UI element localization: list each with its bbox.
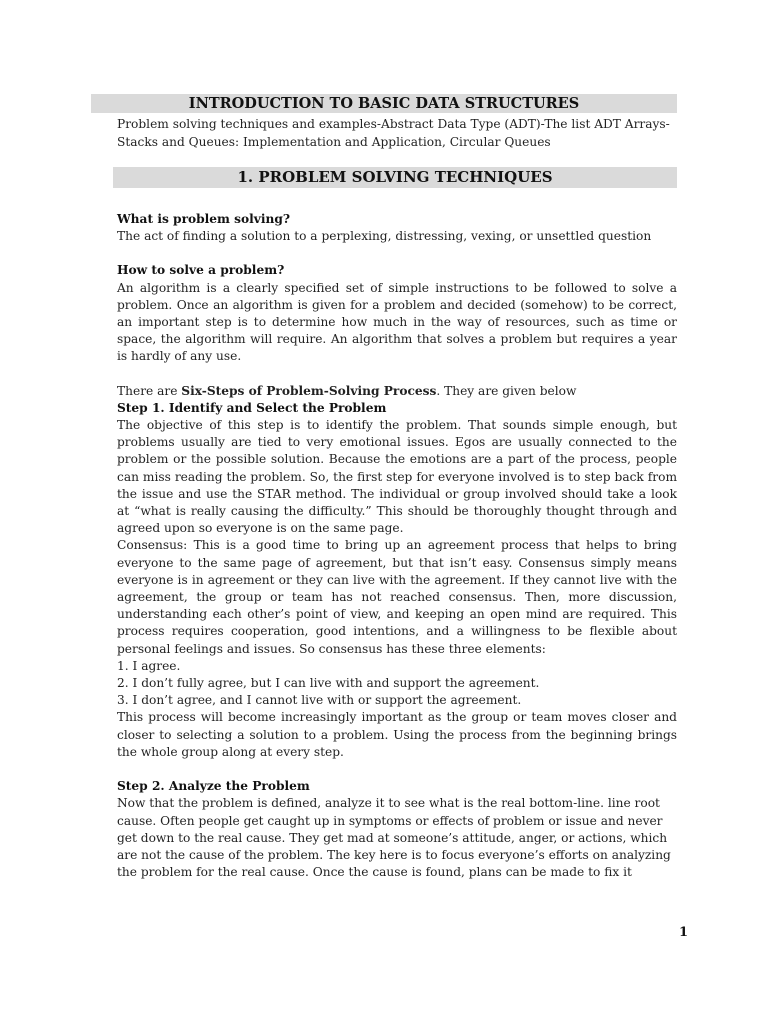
answer-what-is-problem-solving: The act of finding a solution to a perplexing, distressing, vexing, or unsettled question <box>117 229 652 244</box>
list-item: 1. I agree. <box>117 658 181 673</box>
step1-heading: Step 1. Identify and Select the Problem <box>117 400 387 415</box>
question-what-is-problem-solving: What is problem solving? <box>117 212 291 226</box>
page-number: 1 <box>678 925 688 940</box>
step2-heading: Step 2. Analyze the Problem <box>117 779 310 794</box>
steps-intro <box>117 383 677 400</box>
steps-intro-bold: Six-Steps of Problem-Solving Process <box>181 383 437 398</box>
step2-paragraph: Now that the problem is defined, analyze it to see what is the real bottom-line. line root cause. Often people get caught up in symptoms or effects of problem or issue and never get down to the real cause. They get mad at someone’s attitude, anger, or actions, which are not the cause of the problem. The key here is to focus everyone’s efforts on analyzing the problem for the real cause. Once the cause is found, plans can be made to fix it <box>117 796 671 880</box>
steps-intro-before: There are <box>117 383 182 398</box>
question-how-to-solve: How to solve a problem? <box>117 263 285 278</box>
section-heading: 1. PROBLEM SOLVING TECHNIQUES <box>113 167 677 188</box>
list-item: 2. I don’t fully agree, but I can live with and support the agreement. <box>117 676 540 691</box>
list-item: 3. I don’t agree, and I cannot live with or support the agreement. <box>117 693 522 708</box>
steps-intro-after: . They are given below <box>436 383 577 398</box>
document-body <box>117 211 677 881</box>
answer-how-to-solve: An algorithm is a clearly specified set of simple instructions to be followed to solve a problem. Once an algorithm is given for a problem and decided (somehow) to be correct, an important step is to determine how much in the way of resources, such as time or space, the algorithm will require. An algorithm that solves a problem but requires a year is hardly of any use. <box>117 280 677 364</box>
step1-paragraph: The objective of this step is to identify the problem. That sounds simple enough, but problems usually are tied to very emotional issues. Egos are usually connected to the problem or the possible solution. Because the emotions are a part of the process, people can miss reading the problem. So, the first step for everyone involved is to step back from the issue and use the STAR method. The individual or group involved should take a look at “what is really causing the difficulty.” This should be thoroughly thought through and agreed upon so everyone is on the same page. <box>117 418 677 536</box>
process-paragraph: This process will become increasingly important as the group or team moves closer and closer to selecting a solution to a problem. Using the process from the beginning brings the whole group along at every step. <box>117 710 677 759</box>
consensus-paragraph: Consensus: This is a good time to bring up an agreement process that helps to bring everyone to the same page of agreement, but that isn’t easy. Consensus simply means everyone is in agreement or they can live with the agreement. If they cannot live with the agreement, the group or team has not reached consensus. Then, more discussion, understanding each other’s point of view, and keeping an open mind are required. This process requires cooperation, good intentions, and a willingness to be flexible about personal feelings and issues. So consensus has these three elements: <box>117 538 677 656</box>
document-subtitle: Problem solving techniques and examples-Abstract Data Type (ADT)-The list ADT Arrays-Stacks and Queues: Implementation and Application, Circular Queues <box>117 117 670 149</box>
document-title: INTRODUCTION TO BASIC DATA STRUCTURES <box>91 94 677 113</box>
